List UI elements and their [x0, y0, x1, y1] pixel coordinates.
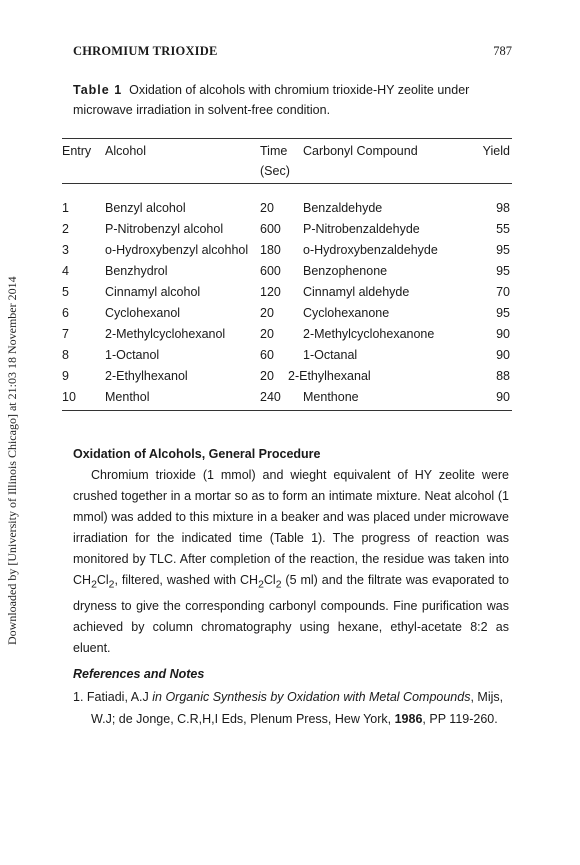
cell-entry: 10: [62, 390, 76, 404]
cell-time: 600: [260, 222, 281, 236]
cell-product: 2-Ethylhexanal: [288, 369, 371, 383]
cell-entry: 8: [62, 348, 69, 362]
header-yield: Yield: [482, 144, 510, 158]
reference-number: 1.: [73, 690, 84, 704]
reference-title: in Organic Synthesis by Oxidation with Metal Compounds: [152, 690, 471, 704]
running-title: CHROMIUM TRIOXIDE: [73, 44, 218, 58]
cell-time: 20: [260, 369, 274, 383]
procedure-text-1: Chromium trioxide (1 mmol) and wieght equivalent of HY zeolite were crushed together in a mortar so as to form an intimate mixture. Neat alcohol (1 mmol) was added to this mixture in a beaker and was placed under microwave irradiation for the indicated time (Table 1). The progress of reaction was monitored by TLC. After completion of the reaction, the residue was taken into CH: [73, 468, 509, 587]
cell-product: Benzophenone: [303, 264, 388, 278]
procedure-heading: Oxidation of Alcohols, General Procedure: [73, 447, 321, 461]
cell-yield: 95: [496, 243, 510, 257]
reference-year: 1986: [394, 712, 423, 726]
download-watermark: Downloaded by [University of Illinois Chicago] at 21:03 18 November 2014: [5, 276, 19, 645]
cell-entry: 6: [62, 306, 69, 320]
cell-yield: 90: [496, 390, 510, 404]
table-row: [0, 201, 580, 222]
subscript: 2: [258, 579, 264, 591]
table-header-rule: [62, 183, 512, 184]
table-caption-text: Oxidation of alcohols with chromium trioxide-HY zeolite under microwave irradiation in solvent-free condition.: [73, 83, 470, 117]
header-entry: Entry: [62, 144, 92, 158]
table-row: [0, 306, 580, 327]
cell-yield: 95: [496, 264, 510, 278]
table-row: [0, 222, 580, 243]
procedure-text-2: , filtered, washed with CH: [114, 573, 259, 587]
cell-yield: 55: [496, 222, 510, 236]
table-caption: [73, 80, 513, 120]
cell-entry: 5: [62, 285, 69, 299]
table-row: [0, 243, 580, 264]
subscript: 2: [108, 579, 115, 591]
cell-alcohol: o-Hydroxybenzyl alcohhol: [105, 243, 249, 257]
cell-product: Benzaldehyde: [303, 201, 383, 215]
table-row: [0, 369, 580, 390]
cell-alcohol: Benzhydrol: [105, 264, 168, 278]
cell-alcohol: Cyclohexanol: [105, 306, 181, 320]
cell-yield: 98: [496, 201, 510, 215]
cell-entry: 4: [62, 264, 69, 278]
cell-entry: 3: [62, 243, 69, 257]
cell-entry: 7: [62, 327, 69, 341]
chlorine-symbol: Cl: [263, 573, 276, 587]
reference-details: , Mijs, W.J; de Jonge, C.R,H,I Eds, Plenum Press, Hew York,: [91, 690, 504, 726]
header-time: Time: [260, 144, 288, 158]
cell-alcohol: Cinnamyl alcohol: [105, 285, 201, 299]
table-row: [0, 390, 580, 411]
header-time-unit: (Sec): [260, 164, 290, 178]
table-row: [0, 348, 580, 369]
page-number: 787: [493, 44, 512, 58]
header-product: Carbonyl Compound: [303, 144, 418, 158]
reference-authors: Fatiadi, A.J: [86, 690, 149, 704]
cell-alcohol: Menthol: [105, 390, 150, 404]
cell-yield: 90: [496, 348, 510, 362]
reference-item: [73, 686, 509, 730]
cell-time: 20: [260, 201, 274, 215]
cell-alcohol: Benzyl alcohol: [105, 201, 186, 215]
cell-time: 60: [260, 348, 274, 362]
cell-time: 180: [260, 243, 281, 257]
cell-yield: 90: [496, 327, 510, 341]
cell-time: 20: [260, 306, 274, 320]
cell-product: P-Nitrobenzaldehyde: [303, 222, 420, 236]
cell-product: 1-Octanal: [303, 348, 358, 362]
cell-time: 20: [260, 327, 274, 341]
cell-product: o-Hydroxybenzaldehyde: [303, 243, 438, 257]
cell-entry: 2: [62, 222, 69, 236]
header-alcohol: Alcohol: [105, 144, 146, 158]
cell-product: Menthone: [303, 390, 359, 404]
cell-time: 600: [260, 264, 281, 278]
references-heading: References and Notes: [73, 667, 205, 681]
subscript: 2: [275, 579, 282, 591]
table-bottom-rule: [62, 410, 512, 411]
chlorine-symbol: Cl: [96, 573, 109, 587]
cell-alcohol: P-Nitrobenzyl alcohol: [105, 222, 224, 236]
cell-yield: 95: [496, 306, 510, 320]
table-row: [0, 264, 580, 285]
cell-alcohol: 2-Methylcyclohexanol: [105, 327, 226, 341]
subscript: 2: [91, 579, 97, 591]
procedure-text-3: (5 ml) and the filtrate was evaporated to dryness to give the corresponding carbonyl compounds. Fine purification was achieved by column chromatography using hexane, ethyl-acetate 8:2 as eluent.: [73, 573, 509, 655]
cell-yield: 88: [496, 369, 510, 383]
table-row: [0, 285, 580, 306]
table-label: Table 1: [73, 83, 123, 97]
procedure-paragraph: [73, 465, 509, 659]
reference-pages: , PP 119-260.: [422, 712, 498, 726]
cell-alcohol: 2-Ethylhexanol: [105, 369, 188, 383]
cell-time: 240: [260, 390, 281, 404]
cell-time: 120: [260, 285, 281, 299]
table-row: [0, 327, 580, 348]
cell-product: Cinnamyl aldehyde: [303, 285, 410, 299]
cell-product: Cyclohexanone: [303, 306, 390, 320]
cell-yield: 70: [496, 285, 510, 299]
cell-entry: 9: [62, 369, 69, 383]
cell-product: 2-Methylcyclohexanone: [303, 327, 435, 341]
cell-entry: 1: [62, 201, 69, 215]
table-top-rule: [62, 138, 512, 139]
cell-alcohol: 1-Octanol: [105, 348, 160, 362]
